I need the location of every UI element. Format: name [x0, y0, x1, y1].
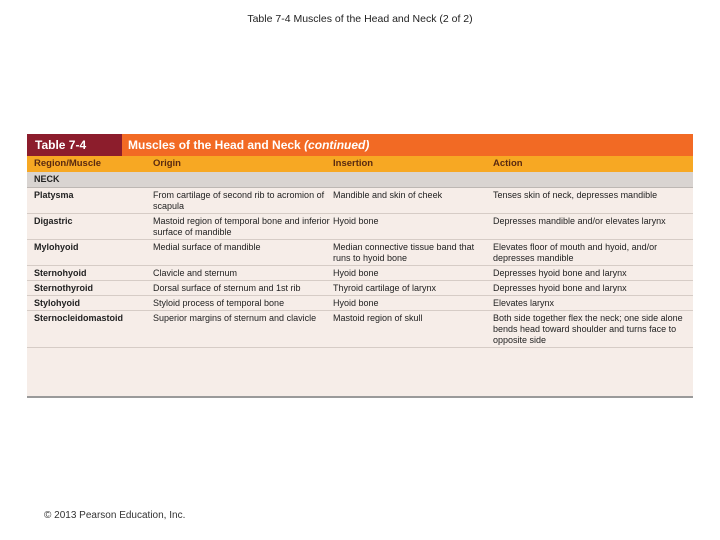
muscle-action: Depresses mandible and/or elevates larynx [493, 216, 666, 226]
muscle-insertion: Mastoid region of skull [333, 313, 423, 323]
muscle-name: Sternohyoid [34, 268, 87, 278]
muscle-origin: Clavicle and sternum [153, 268, 238, 278]
muscle-name: Sternocleidomastoid [34, 313, 124, 323]
slide-title: Table 7-4 Muscles of the Head and Neck (2 of 2) [247, 13, 473, 25]
muscle-name: Mylohyoid [34, 242, 79, 252]
muscle-action: Elevates floor of mouth and hyoid, and/or depresses mandible [493, 242, 658, 263]
table-row [27, 240, 693, 266]
table-row [27, 188, 693, 214]
muscle-name: Sternothyroid [34, 283, 94, 293]
column-header-action: Action [493, 158, 523, 169]
table-header-row [27, 156, 693, 172]
table-row [27, 296, 693, 311]
muscle-origin: Styloid process of temporal bone [153, 298, 285, 308]
muscle-name: Platysma [34, 190, 74, 200]
muscle-insertion: Thyroid cartilage of larynx [333, 283, 437, 293]
muscle-name: Digastric [34, 216, 73, 226]
muscle-insertion: Hyoid bone [333, 216, 379, 226]
column-header-insertion: Insertion [333, 158, 374, 169]
table-title-text: Muscles of the Head and Neck [128, 138, 301, 152]
muscle-table [27, 134, 693, 398]
muscle-insertion: Mandible and skin of cheek [333, 190, 443, 200]
section-neck: NECK [27, 172, 693, 188]
table-row [27, 266, 693, 281]
column-header-origin: Origin [153, 158, 181, 169]
table-continued: (continued) [304, 138, 370, 152]
muscle-action: Depresses hyoid bone and larynx [493, 283, 627, 293]
table-number: Table 7-4 [27, 134, 122, 156]
copyright-footer: © 2013 Pearson Education, Inc. [44, 510, 186, 521]
table-row [27, 214, 693, 240]
table-row [27, 281, 693, 296]
muscle-action: Elevates larynx [493, 298, 555, 308]
muscle-origin: Mastoid region of temporal bone and inferior surface of mandible [153, 216, 330, 237]
muscle-action: Depresses hyoid bone and larynx [493, 268, 627, 278]
muscle-origin: Medial surface of mandible [153, 242, 261, 252]
muscle-name: Stylohyoid [34, 298, 81, 308]
muscle-action: Tenses skin of neck, depresses mandible [493, 190, 658, 200]
muscle-origin: Dorsal surface of sternum and 1st rib [153, 283, 301, 293]
table-body [27, 188, 693, 348]
column-header-muscle: Region/Muscle [34, 158, 102, 169]
muscle-action: Both side together flex the neck; one side alone bends head toward shoulder and turns face to opposite side [493, 313, 683, 345]
table-banner [27, 134, 693, 156]
muscle-insertion: Median connective tissue band that runs to hyoid bone [333, 242, 475, 263]
muscle-insertion: Hyoid bone [333, 268, 379, 278]
muscle-origin: Superior margins of sternum and clavicle [153, 313, 317, 323]
muscle-insertion: Hyoid bone [333, 298, 379, 308]
table-row [27, 311, 693, 348]
table-title [122, 134, 693, 156]
muscle-origin: From cartilage of second rib to acromion of scapula [153, 190, 325, 211]
